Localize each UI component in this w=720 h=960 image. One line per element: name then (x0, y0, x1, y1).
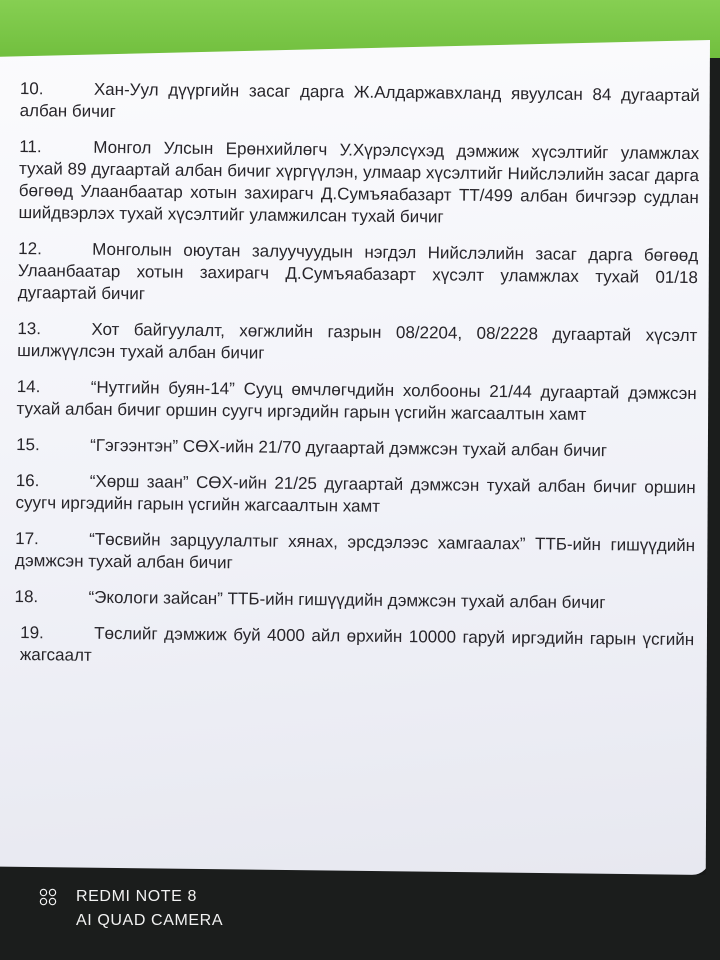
item-number: 16. (15, 470, 40, 491)
item-text: “Хөрш заан” СӨХ-ийн 21/25 дугаартай дэмжсэн тухай албан бичиг оршин суугч иргэдийн гарын үсгийн жагсаалтын хамт (15, 471, 696, 516)
item-number: 19. (20, 623, 44, 643)
document-list (14, 78, 700, 687)
item-text: Монгол Улсын Ерөнхийлөгч У.Хүрэлсүхэд дэмжиж хүсэлтийг уламжлах тухай 89 дугаартай албан бичиг хүргүүлэн, улмаар хүсэлтийг Нийслэлийн засаг дарга бөгөөд Улаанбаатар хотын захирагч Д.Сумъяабазарт ТТ/499 албан бичгээр судлан шийдвэрлэх тухай хүсэлтийг уламжилсан тухай бичиг (18, 137, 700, 227)
list-item (20, 78, 700, 129)
item-number: 17. (15, 528, 39, 549)
list-item (18, 136, 699, 231)
item-number: 18. (14, 586, 39, 607)
item-text: “Нутгийн буян-14” Сууц өмчлөгчдийн холбооны 21/44 дугаартай дэмжсэн тухай албан бичиг оршин суугч иргэдийн гарын үсгийн жагсаалтын хамт (16, 377, 697, 424)
item-number: 12. (18, 238, 42, 259)
item-number: 14. (16, 376, 41, 397)
item-text: Хан-Уул дүүргийн засаг дарга Ж.Алдаржавхланд явуулсан 84 дугаартай албан бичиг (19, 79, 700, 122)
item-text: Монголын оюутан залуучуудын нэгдэл Нийслэлийн засаг дарга бөгөөд Улаанбаатар хотын захирагч Д.Сумъяабазарт хүсэлт уламжлах тухай 01/18 дугаартай бичиг (17, 239, 699, 304)
quad-camera-icon (28, 888, 68, 906)
list-item (14, 586, 694, 615)
item-text: Хот байгуулалт, хөгжлийн газрын 08/2204, 08/2228 дугаартай хүсэлт шилжүүлсэн тухай албан бичиг (17, 319, 698, 363)
watermark-camera: AI QUAD CAMERA (76, 912, 224, 929)
list-item (16, 376, 696, 427)
list-item (15, 528, 695, 579)
list-item (16, 434, 696, 463)
item-text: “Төсвийн зарцуулалтыг хянах, эрсдэлээс хамгаалах” ТТБ-ийн гишүүдийн дэмжсэн тухай албан бичиг (14, 529, 696, 573)
item-number: 11. (19, 136, 42, 157)
item-number: 13. (17, 318, 42, 339)
item-text: “Экологи зайсан” ТТБ-ийн гишүүдийн дэмжсэн тухай албан бичиг (88, 587, 606, 613)
item-text: Төслийг дэмжиж буй 4000 айл өрхийн 10000 гаруй иргэдийн гарын үсгийн жагсаалт (19, 623, 695, 665)
list-item (17, 318, 697, 369)
camera-watermark (28, 886, 223, 934)
item-number: 15. (16, 434, 40, 455)
list-item (18, 238, 699, 311)
item-text: “Гэгээнтэн” СӨХ-ийн 21/70 дугаартай дэмжсэн тухай албан бичиг (90, 435, 608, 461)
watermark-model: REDMI NOTE 8 (76, 888, 197, 905)
item-number: 10. (19, 78, 44, 99)
list-item (15, 470, 695, 521)
list-item (20, 622, 694, 673)
